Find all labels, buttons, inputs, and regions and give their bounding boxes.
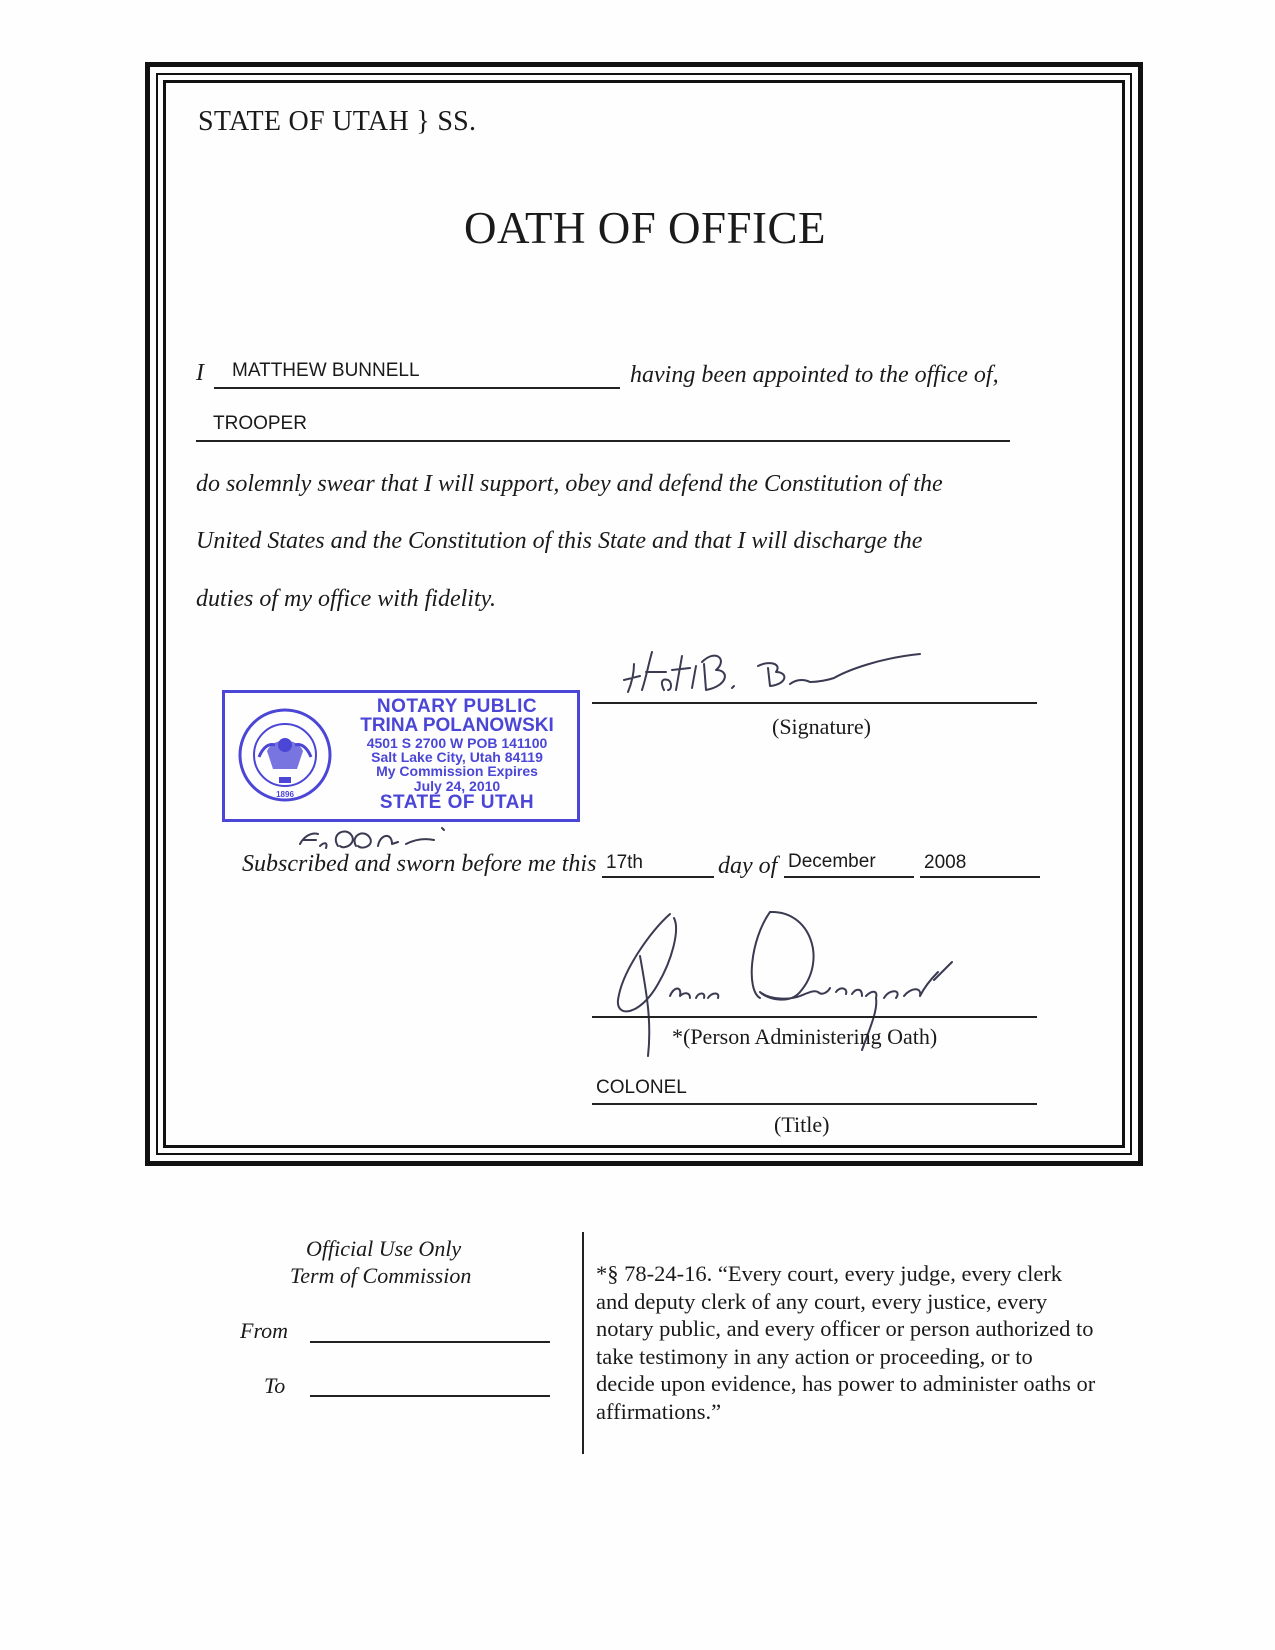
subscribed-text: Subscribed and sworn before me this xyxy=(242,851,597,877)
day-line xyxy=(602,876,714,878)
oath-text-line-2: United States and the Constitution of this State and that I will discharge the xyxy=(196,528,923,554)
day-value: 17th xyxy=(606,852,643,873)
year-value: 2008 xyxy=(924,852,967,873)
official-use-heading: Official Use Only xyxy=(306,1236,462,1261)
name-value: MATTHEW BUNNELL xyxy=(232,360,420,381)
day-of-text: day of xyxy=(718,853,778,879)
signature-line xyxy=(592,702,1037,704)
seal-year: 1896 xyxy=(276,790,294,799)
state-seal-icon xyxy=(237,707,333,803)
statute-note: *§ 78-24-16. “Every court, every judge, every clerk and deputy clerk of any court, every justice, every notary public, and every officer or person authorized to take testimony in any action or proceeding, or to decide upon evidence, has power to administer oaths or affirmations.” xyxy=(596,1261,1096,1424)
oath-text-line-1: do solemnly swear that I will support, obey and defend the Constitution of the xyxy=(196,471,943,497)
signature-caption: (Signature) xyxy=(772,714,871,739)
from-line xyxy=(310,1341,550,1343)
stamp-line-2: TRINA POLANOWSKI xyxy=(360,715,554,737)
column-divider xyxy=(582,1232,584,1454)
state-line: STATE OF UTAH } SS. xyxy=(198,106,477,137)
to-label: To xyxy=(264,1373,286,1398)
notary-stamp xyxy=(222,690,580,822)
appointed-text: having been appointed to the office of, xyxy=(630,362,999,388)
administrator-title-value: COLONEL xyxy=(596,1077,687,1098)
stamp-line-5: My Commission Expires xyxy=(376,763,538,780)
stamp-line-6: July 24, 2010 xyxy=(413,777,501,794)
name-line xyxy=(214,387,620,389)
administrator-line xyxy=(592,1016,1037,1018)
office-value: TROOPER xyxy=(213,413,307,434)
page-title: OATH OF OFFICE xyxy=(463,203,827,253)
month-value: December xyxy=(788,851,876,872)
title-line xyxy=(592,1103,1037,1105)
title-caption: (Title) xyxy=(774,1112,830,1137)
year-line xyxy=(920,876,1040,878)
month-line xyxy=(784,876,914,878)
stamp-line-4: Salt Lake City, Utah 84119 xyxy=(371,749,543,766)
office-line xyxy=(196,440,1010,442)
oath-pronoun: I xyxy=(196,360,204,386)
stamp-line-7: STATE OF UTAH xyxy=(379,791,535,813)
stamp-line-1: NOTARY PUBLIC xyxy=(376,696,538,717)
administrator-caption: *(Person Administering Oath) xyxy=(672,1024,938,1049)
term-of-commission-heading: Term of Commission xyxy=(290,1263,472,1288)
stamp-line-3: 4501 S 2700 W POB 141100 xyxy=(366,734,548,751)
oath-text-line-3: duties of my office with fidelity. xyxy=(196,586,496,612)
from-label: From xyxy=(240,1318,289,1343)
to-line xyxy=(310,1395,550,1397)
